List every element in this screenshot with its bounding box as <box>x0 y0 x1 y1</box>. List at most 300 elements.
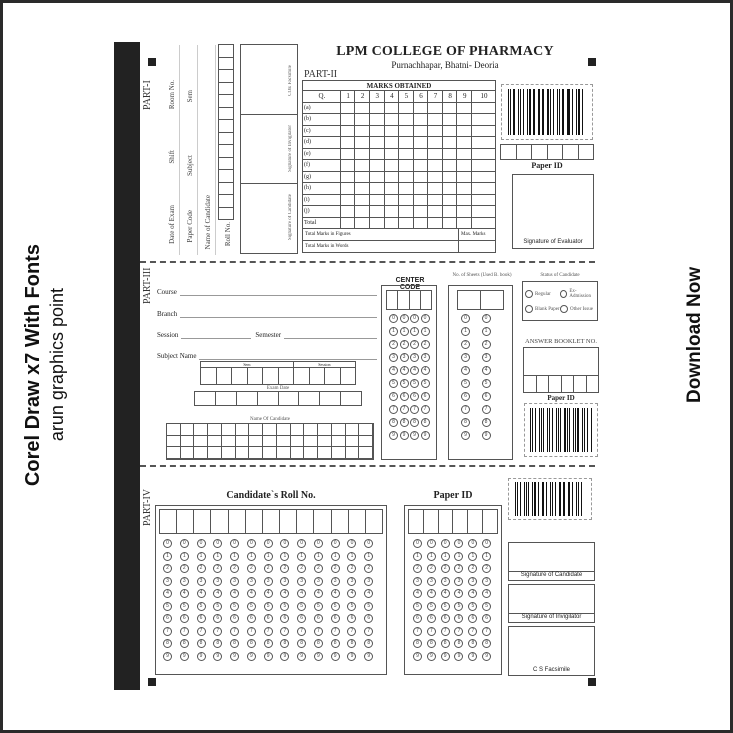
paper-id-bubble[interactable]: 3 <box>427 577 436 586</box>
marks-cell[interactable] <box>428 148 443 160</box>
paper-id-bubble[interactable]: 1 <box>427 552 436 561</box>
marks-cell[interactable] <box>457 160 472 172</box>
center-code-bubble[interactable]: 5 <box>389 379 398 388</box>
roll-no-bubble[interactable]: 3 <box>264 577 273 586</box>
roll-no-bubble[interactable]: 6 <box>180 614 189 623</box>
roll-no-digit-box[interactable] <box>280 510 297 533</box>
roll-no-bubble[interactable]: 2 <box>347 564 356 573</box>
marks-cell[interactable] <box>457 171 472 183</box>
marks-cell[interactable] <box>472 148 496 160</box>
paper-id-bubble[interactable]: 9 <box>454 652 463 661</box>
marks-cell[interactable] <box>355 194 370 206</box>
roll-no-bubble[interactable]: 4 <box>264 589 273 598</box>
paper-id-bubble[interactable]: 1 <box>482 552 491 561</box>
center-code-bubble[interactable]: 3 <box>410 353 419 362</box>
roll-no-bubble[interactable]: 4 <box>213 589 222 598</box>
status-blank-paper[interactable]: Blank Paper <box>525 302 560 316</box>
marks-cell[interactable] <box>355 102 370 114</box>
marks-cell[interactable] <box>399 183 414 195</box>
marks-cell[interactable] <box>384 137 399 149</box>
roll-no-bubble[interactable]: 8 <box>264 639 273 648</box>
paper-id-bubble[interactable]: 6 <box>468 614 477 623</box>
paper-id-bubble[interactable]: 8 <box>413 639 422 648</box>
marks-cell[interactable] <box>472 194 496 206</box>
paper-id-bubble[interactable]: 5 <box>468 602 477 611</box>
center-code-bubble[interactable]: 8 <box>421 418 430 427</box>
marks-cell[interactable] <box>384 206 399 218</box>
roll-no-bubble[interactable]: 7 <box>347 627 356 636</box>
roll-no-digit-box[interactable] <box>211 510 228 533</box>
roll-no-digit-box[interactable] <box>263 510 280 533</box>
marks-cell[interactable] <box>442 137 457 149</box>
marks-cell[interactable] <box>369 160 384 172</box>
center-code-bubble[interactable]: 5 <box>421 379 430 388</box>
marks-cell[interactable] <box>413 148 428 160</box>
roll-no-bubble[interactable]: 7 <box>314 627 323 636</box>
roll-no-bubble[interactable]: 6 <box>347 614 356 623</box>
roll-no-bubble[interactable]: 4 <box>247 589 256 598</box>
name-grid-cell[interactable] <box>208 436 222 448</box>
roll-no-bubble[interactable]: 9 <box>364 652 373 661</box>
name-grid-cell[interactable] <box>167 424 181 436</box>
roll-no-bubble[interactable]: 1 <box>280 552 289 561</box>
marks-cell[interactable] <box>384 217 399 229</box>
marks-cell[interactable] <box>384 160 399 172</box>
center-code-bubble[interactable]: 3 <box>421 353 430 362</box>
paper-id-bubble[interactable]: 4 <box>468 589 477 598</box>
paper-id-bubble[interactable]: 4 <box>482 589 491 598</box>
roll-no-bubble[interactable]: 1 <box>364 552 373 561</box>
roll-no-bubble[interactable]: 8 <box>347 639 356 648</box>
sheets-used-bubble[interactable]: 3 <box>482 353 491 362</box>
roll-no-bubble[interactable]: 7 <box>331 627 340 636</box>
roll-no-bubble[interactable]: 3 <box>197 577 206 586</box>
roll-no-bubble[interactable]: 3 <box>331 577 340 586</box>
name-grid-cell[interactable] <box>194 424 208 436</box>
roll-no-bubble[interactable]: 5 <box>297 602 306 611</box>
roll-no-bubble[interactable]: 4 <box>180 589 189 598</box>
center-code-bubble[interactable]: 9 <box>421 431 430 440</box>
paper-id-bubble[interactable]: 4 <box>413 589 422 598</box>
paper-id-bubble[interactable]: 7 <box>482 627 491 636</box>
roll-no-bubble[interactable]: 7 <box>213 627 222 636</box>
marks-cell[interactable] <box>457 194 472 206</box>
roll-no-boxes[interactable] <box>218 44 234 220</box>
paper-id-digit-box[interactable] <box>483 510 497 533</box>
roll-no-bubble[interactable]: 3 <box>347 577 356 586</box>
name-grid-cell[interactable] <box>263 436 277 448</box>
paper-id-bubble[interactable]: 6 <box>482 614 491 623</box>
marks-cell[interactable] <box>442 102 457 114</box>
name-grid-cell[interactable] <box>359 447 373 459</box>
roll-no-bubble[interactable]: 5 <box>230 602 239 611</box>
roll-no-bubble[interactable]: 5 <box>364 602 373 611</box>
sheets-used-bubble[interactable]: 5 <box>482 379 491 388</box>
name-grid-cell[interactable] <box>167 436 181 448</box>
name-grid-cell[interactable] <box>236 447 250 459</box>
roll-no-bubble[interactable]: 9 <box>230 652 239 661</box>
paper-id-bubble[interactable]: 3 <box>454 577 463 586</box>
marks-cell[interactable] <box>340 137 355 149</box>
paper-id-digit-box[interactable] <box>424 510 439 533</box>
marks-cell[interactable] <box>428 171 443 183</box>
marks-cell[interactable] <box>413 137 428 149</box>
marks-cell[interactable] <box>472 114 496 126</box>
marks-cell[interactable] <box>369 148 384 160</box>
roll-no-bubble[interactable]: 5 <box>213 602 222 611</box>
coe-facsimile-box[interactable]: COE Facsimile <box>241 45 297 115</box>
center-code-bubble[interactable]: 0 <box>410 314 419 323</box>
roll-no-bubble[interactable]: 4 <box>280 589 289 598</box>
candidate-signature-box-bottom[interactable]: Signature of Candidate <box>508 542 595 581</box>
sheets-used-bubble[interactable]: 7 <box>461 405 470 414</box>
roll-no-bubble[interactable]: 5 <box>264 602 273 611</box>
name-grid-cell[interactable] <box>194 447 208 459</box>
marks-cell[interactable] <box>355 114 370 126</box>
center-code-bubble[interactable]: 7 <box>389 405 398 414</box>
marks-cell[interactable] <box>413 194 428 206</box>
marks-cell[interactable] <box>399 148 414 160</box>
roll-no-bubble[interactable]: 0 <box>180 539 189 548</box>
paper-id-bubble[interactable]: 7 <box>441 627 450 636</box>
roll-no-digit-box[interactable] <box>194 510 211 533</box>
name-grid-cell[interactable] <box>346 436 360 448</box>
name-grid-cell[interactable] <box>291 447 305 459</box>
center-code-bubble[interactable]: 1 <box>389 327 398 336</box>
center-code-bubble[interactable]: 3 <box>389 353 398 362</box>
exam-date-boxes[interactable] <box>194 391 362 406</box>
paper-id-bubble[interactable]: 7 <box>413 627 422 636</box>
marks-cell[interactable] <box>399 125 414 137</box>
course-input[interactable] <box>180 295 377 296</box>
roll-no-bubble[interactable]: 0 <box>364 539 373 548</box>
marks-cell[interactable] <box>355 148 370 160</box>
marks-cell[interactable] <box>428 102 443 114</box>
paper-id-bubble[interactable]: 0 <box>454 539 463 548</box>
roll-no-bubble[interactable]: 6 <box>247 614 256 623</box>
sheets-used-bubble[interactable]: 3 <box>461 353 470 362</box>
roll-no-bubble[interactable]: 5 <box>163 602 172 611</box>
name-grid-cell[interactable] <box>318 436 332 448</box>
paper-id-bubble[interactable]: 1 <box>441 552 450 561</box>
marks-cell[interactable] <box>428 114 443 126</box>
marks-cell[interactable] <box>442 148 457 160</box>
sheets-used-bubble[interactable]: 8 <box>482 418 491 427</box>
paper-id-bubble[interactable]: 3 <box>413 577 422 586</box>
roll-no-bubble[interactable]: 6 <box>314 614 323 623</box>
roll-no-bubble[interactable]: 1 <box>197 552 206 561</box>
name-grid-cell[interactable] <box>346 424 360 436</box>
marks-cell[interactable] <box>413 125 428 137</box>
marks-cell[interactable] <box>369 206 384 218</box>
name-grid-cell[interactable] <box>236 424 250 436</box>
roll-no-bubble[interactable]: 2 <box>163 564 172 573</box>
name-grid-cell[interactable] <box>263 424 277 436</box>
marks-cell[interactable] <box>384 183 399 195</box>
roll-no-bubble[interactable]: 8 <box>314 639 323 648</box>
roll-no-digit-box[interactable] <box>177 510 194 533</box>
center-code-bubble[interactable]: 1 <box>421 327 430 336</box>
sheets-used-bubble[interactable]: 4 <box>482 366 491 375</box>
marks-cell[interactable] <box>457 102 472 114</box>
marks-cell[interactable] <box>355 160 370 172</box>
roll-no-bubble[interactable]: 8 <box>331 639 340 648</box>
marks-cell[interactable] <box>428 206 443 218</box>
center-code-bubble[interactable]: 5 <box>400 379 409 388</box>
roll-no-bubble[interactable]: 4 <box>364 589 373 598</box>
roll-no-bubble[interactable]: 1 <box>247 552 256 561</box>
answer-booklet-box[interactable] <box>523 347 599 393</box>
paper-id-bubble[interactable]: 9 <box>427 652 436 661</box>
roll-no-bubble[interactable]: 9 <box>197 652 206 661</box>
sem-session-boxes[interactable]: Sem Session <box>200 361 356 385</box>
roll-no-bubble[interactable]: 0 <box>163 539 172 548</box>
paper-id-bubble[interactable]: 2 <box>441 564 450 573</box>
marks-cell[interactable] <box>340 148 355 160</box>
roll-no-bubble[interactable]: 1 <box>230 552 239 561</box>
marks-cell[interactable] <box>384 114 399 126</box>
marks-cell[interactable] <box>369 102 384 114</box>
marks-cell[interactable] <box>472 102 496 114</box>
name-grid-cell[interactable] <box>291 424 305 436</box>
center-code-bubble[interactable]: 7 <box>400 405 409 414</box>
sheets-used-bubble[interactable]: 2 <box>482 340 491 349</box>
marks-cell[interactable] <box>413 183 428 195</box>
marks-cell[interactable] <box>340 125 355 137</box>
roll-no-bubble[interactable]: 0 <box>264 539 273 548</box>
center-code-bubble[interactable]: 9 <box>389 431 398 440</box>
paper-id-bubble[interactable]: 0 <box>482 539 491 548</box>
paper-id-bubble[interactable]: 1 <box>468 552 477 561</box>
roll-no-bubble[interactable]: 6 <box>163 614 172 623</box>
roll-no-bubble[interactable]: 5 <box>197 602 206 611</box>
roll-no-bubble[interactable]: 5 <box>331 602 340 611</box>
marks-cell[interactable] <box>355 206 370 218</box>
roll-no-bubble[interactable]: 2 <box>364 564 373 573</box>
roll-no-bubble[interactable]: 7 <box>297 627 306 636</box>
roll-no-bubble[interactable]: 5 <box>347 602 356 611</box>
paper-id-bubble[interactable]: 4 <box>441 589 450 598</box>
roll-no-bubble[interactable]: 9 <box>347 652 356 661</box>
roll-no-bubble[interactable]: 6 <box>280 614 289 623</box>
center-code-bubble[interactable]: 9 <box>410 431 419 440</box>
marks-cell[interactable] <box>369 217 384 229</box>
roll-no-bubble[interactable]: 7 <box>364 627 373 636</box>
marks-cell[interactable] <box>413 217 428 229</box>
roll-no-bubble[interactable]: 3 <box>163 577 172 586</box>
center-code-bubble[interactable]: 4 <box>410 366 419 375</box>
roll-no-bubble[interactable]: 7 <box>247 627 256 636</box>
marks-cell[interactable] <box>340 114 355 126</box>
marks-cell[interactable] <box>457 137 472 149</box>
marks-cell[interactable] <box>399 160 414 172</box>
roll-no-bubble[interactable]: 6 <box>264 614 273 623</box>
roll-no-bubble[interactable]: 7 <box>163 627 172 636</box>
marks-cell[interactable] <box>442 217 457 229</box>
marks-cell[interactable] <box>457 183 472 195</box>
center-code-bubble[interactable]: 8 <box>410 418 419 427</box>
paper-id-bubble[interactable]: 8 <box>427 639 436 648</box>
sheets-used-bubble[interactable]: 2 <box>461 340 470 349</box>
marks-cell[interactable] <box>442 114 457 126</box>
paper-id-boxes-top[interactable] <box>500 144 594 160</box>
name-grid-cell[interactable] <box>277 447 291 459</box>
paper-id-bubble[interactable]: 6 <box>413 614 422 623</box>
roll-no-bubble[interactable]: 2 <box>247 564 256 573</box>
roll-no-bubble[interactable]: 6 <box>364 614 373 623</box>
roll-no-bubble[interactable]: 6 <box>230 614 239 623</box>
marks-cell[interactable] <box>457 114 472 126</box>
marks-cell[interactable] <box>340 171 355 183</box>
roll-no-bubble[interactable]: 8 <box>297 639 306 648</box>
marks-cell[interactable] <box>457 206 472 218</box>
marks-cell[interactable] <box>472 217 496 229</box>
marks-cell[interactable] <box>442 160 457 172</box>
roll-no-bubble[interactable]: 8 <box>364 639 373 648</box>
sheets-used-bubble[interactable]: 0 <box>482 314 491 323</box>
paper-id-bubble[interactable]: 9 <box>441 652 450 661</box>
total-words-field[interactable]: Total Marks in Words <box>303 241 459 252</box>
paper-id-bubble[interactable]: 3 <box>482 577 491 586</box>
marks-cell[interactable] <box>355 171 370 183</box>
center-code-bubble[interactable]: 6 <box>389 392 398 401</box>
roll-no-bubble[interactable]: 2 <box>280 564 289 573</box>
name-grid-cell[interactable] <box>167 447 181 459</box>
roll-no-bubble[interactable]: 2 <box>297 564 306 573</box>
session-input[interactable] <box>181 338 251 339</box>
marks-cell[interactable] <box>384 148 399 160</box>
roll-no-bubble[interactable]: 5 <box>280 602 289 611</box>
center-code-bubble[interactable]: 3 <box>400 353 409 362</box>
roll-no-bubble[interactable]: 9 <box>331 652 340 661</box>
marks-cell[interactable] <box>472 160 496 172</box>
name-grid-cell[interactable] <box>222 424 236 436</box>
marks-cell[interactable] <box>369 183 384 195</box>
roll-no-bubble[interactable]: 3 <box>247 577 256 586</box>
semester-input[interactable] <box>284 338 377 339</box>
roll-no-digit-box[interactable] <box>246 510 263 533</box>
invigilator-signature-box[interactable]: Signature of Invigilator <box>241 115 297 185</box>
paper-id-bubble[interactable]: 4 <box>454 589 463 598</box>
center-code-bubble[interactable]: 8 <box>400 418 409 427</box>
sheets-used-bubble[interactable]: 9 <box>461 431 470 440</box>
name-grid-cell[interactable] <box>346 447 360 459</box>
marks-cell[interactable] <box>472 183 496 195</box>
roll-no-bubble[interactable]: 4 <box>297 589 306 598</box>
marks-cell[interactable] <box>457 217 472 229</box>
marks-cell[interactable] <box>472 171 496 183</box>
roll-no-bubble[interactable]: 0 <box>280 539 289 548</box>
roll-no-bubble[interactable]: 0 <box>197 539 206 548</box>
marks-cell[interactable] <box>428 194 443 206</box>
paper-id-bubble[interactable]: 6 <box>427 614 436 623</box>
roll-no-digit-box[interactable] <box>160 510 177 533</box>
marks-cell[interactable] <box>399 194 414 206</box>
roll-no-bubble[interactable]: 1 <box>213 552 222 561</box>
name-grid-cell[interactable] <box>208 447 222 459</box>
marks-cell[interactable] <box>384 194 399 206</box>
paper-id-bubble[interactable]: 1 <box>454 552 463 561</box>
candidate-signature-box[interactable]: Signature of Candidate <box>288 194 293 241</box>
roll-no-bubble[interactable]: 5 <box>314 602 323 611</box>
roll-no-bubble[interactable]: 3 <box>180 577 189 586</box>
status-ex-admission[interactable]: Ex-Admission <box>560 286 595 302</box>
sheets-used-bubble[interactable]: 7 <box>482 405 491 414</box>
invigilator-signature-box-bottom[interactable]: Signature of Invigilator <box>508 584 595 623</box>
name-grid-cell[interactable] <box>332 447 346 459</box>
paper-id-bubble[interactable]: 5 <box>482 602 491 611</box>
name-grid-cell[interactable] <box>194 436 208 448</box>
paper-id-bubble[interactable]: 6 <box>441 614 450 623</box>
marks-cell[interactable] <box>428 183 443 195</box>
roll-no-digit-box[interactable] <box>314 510 331 533</box>
center-code-bubble[interactable]: 0 <box>389 314 398 323</box>
roll-no-bubble[interactable]: 0 <box>314 539 323 548</box>
name-grid-cell[interactable] <box>277 436 291 448</box>
marks-cell[interactable] <box>369 194 384 206</box>
marks-cell[interactable] <box>428 217 443 229</box>
center-code-bubble[interactable]: 6 <box>400 392 409 401</box>
name-grid-cell[interactable] <box>277 424 291 436</box>
marks-cell[interactable] <box>472 137 496 149</box>
paper-id-bubble[interactable]: 9 <box>468 652 477 661</box>
center-code-bubble[interactable]: 7 <box>410 405 419 414</box>
marks-cell[interactable] <box>384 125 399 137</box>
marks-cell[interactable] <box>442 206 457 218</box>
marks-cell[interactable] <box>472 125 496 137</box>
roll-no-bubble[interactable]: 2 <box>180 564 189 573</box>
roll-no-bubble[interactable]: 2 <box>213 564 222 573</box>
sheets-used-bubble[interactable]: 1 <box>461 327 470 336</box>
roll-no-bubble[interactable]: 7 <box>180 627 189 636</box>
paper-id-bubble[interactable]: 2 <box>413 564 422 573</box>
total-figures-field[interactable]: Total Marks in Figures <box>303 229 459 240</box>
name-grid-cell[interactable] <box>332 436 346 448</box>
name-grid-cell[interactable] <box>318 447 332 459</box>
paper-id-bubble[interactable]: 3 <box>468 577 477 586</box>
roll-no-bubble[interactable]: 6 <box>213 614 222 623</box>
paper-id-bubble[interactable]: 2 <box>468 564 477 573</box>
marks-cell[interactable] <box>355 217 370 229</box>
roll-no-bubble[interactable]: 3 <box>297 577 306 586</box>
paper-id-bubble[interactable]: 5 <box>413 602 422 611</box>
paper-id-bubble[interactable]: 3 <box>441 577 450 586</box>
paper-id-bubble[interactable]: 8 <box>468 639 477 648</box>
roll-no-bubble[interactable]: 9 <box>280 652 289 661</box>
sheets-used-bubble[interactable]: 6 <box>461 392 470 401</box>
paper-id-digit-box[interactable] <box>409 510 424 533</box>
center-code-bubble[interactable]: 5 <box>410 379 419 388</box>
download-now-link[interactable]: Download Now <box>684 266 705 403</box>
name-grid-cell[interactable] <box>249 447 263 459</box>
status-regular[interactable]: Regular <box>525 286 560 302</box>
marks-cell[interactable] <box>369 125 384 137</box>
marks-cell[interactable] <box>399 102 414 114</box>
marks-cell[interactable] <box>442 183 457 195</box>
evaluator-signature-box[interactable]: Signature of Evaluator <box>512 174 594 249</box>
marks-cell[interactable] <box>413 206 428 218</box>
roll-no-bubble[interactable]: 5 <box>180 602 189 611</box>
paper-id-bubble[interactable]: 4 <box>427 589 436 598</box>
marks-cell[interactable] <box>340 160 355 172</box>
roll-no-bubble[interactable]: 6 <box>331 614 340 623</box>
marks-cell[interactable] <box>457 148 472 160</box>
paper-id-bubble[interactable]: 6 <box>454 614 463 623</box>
name-grid-cell[interactable] <box>249 424 263 436</box>
center-code-bubble[interactable]: 2 <box>400 340 409 349</box>
roll-no-digit-box[interactable] <box>229 510 246 533</box>
center-code-bubble[interactable]: 1 <box>400 327 409 336</box>
